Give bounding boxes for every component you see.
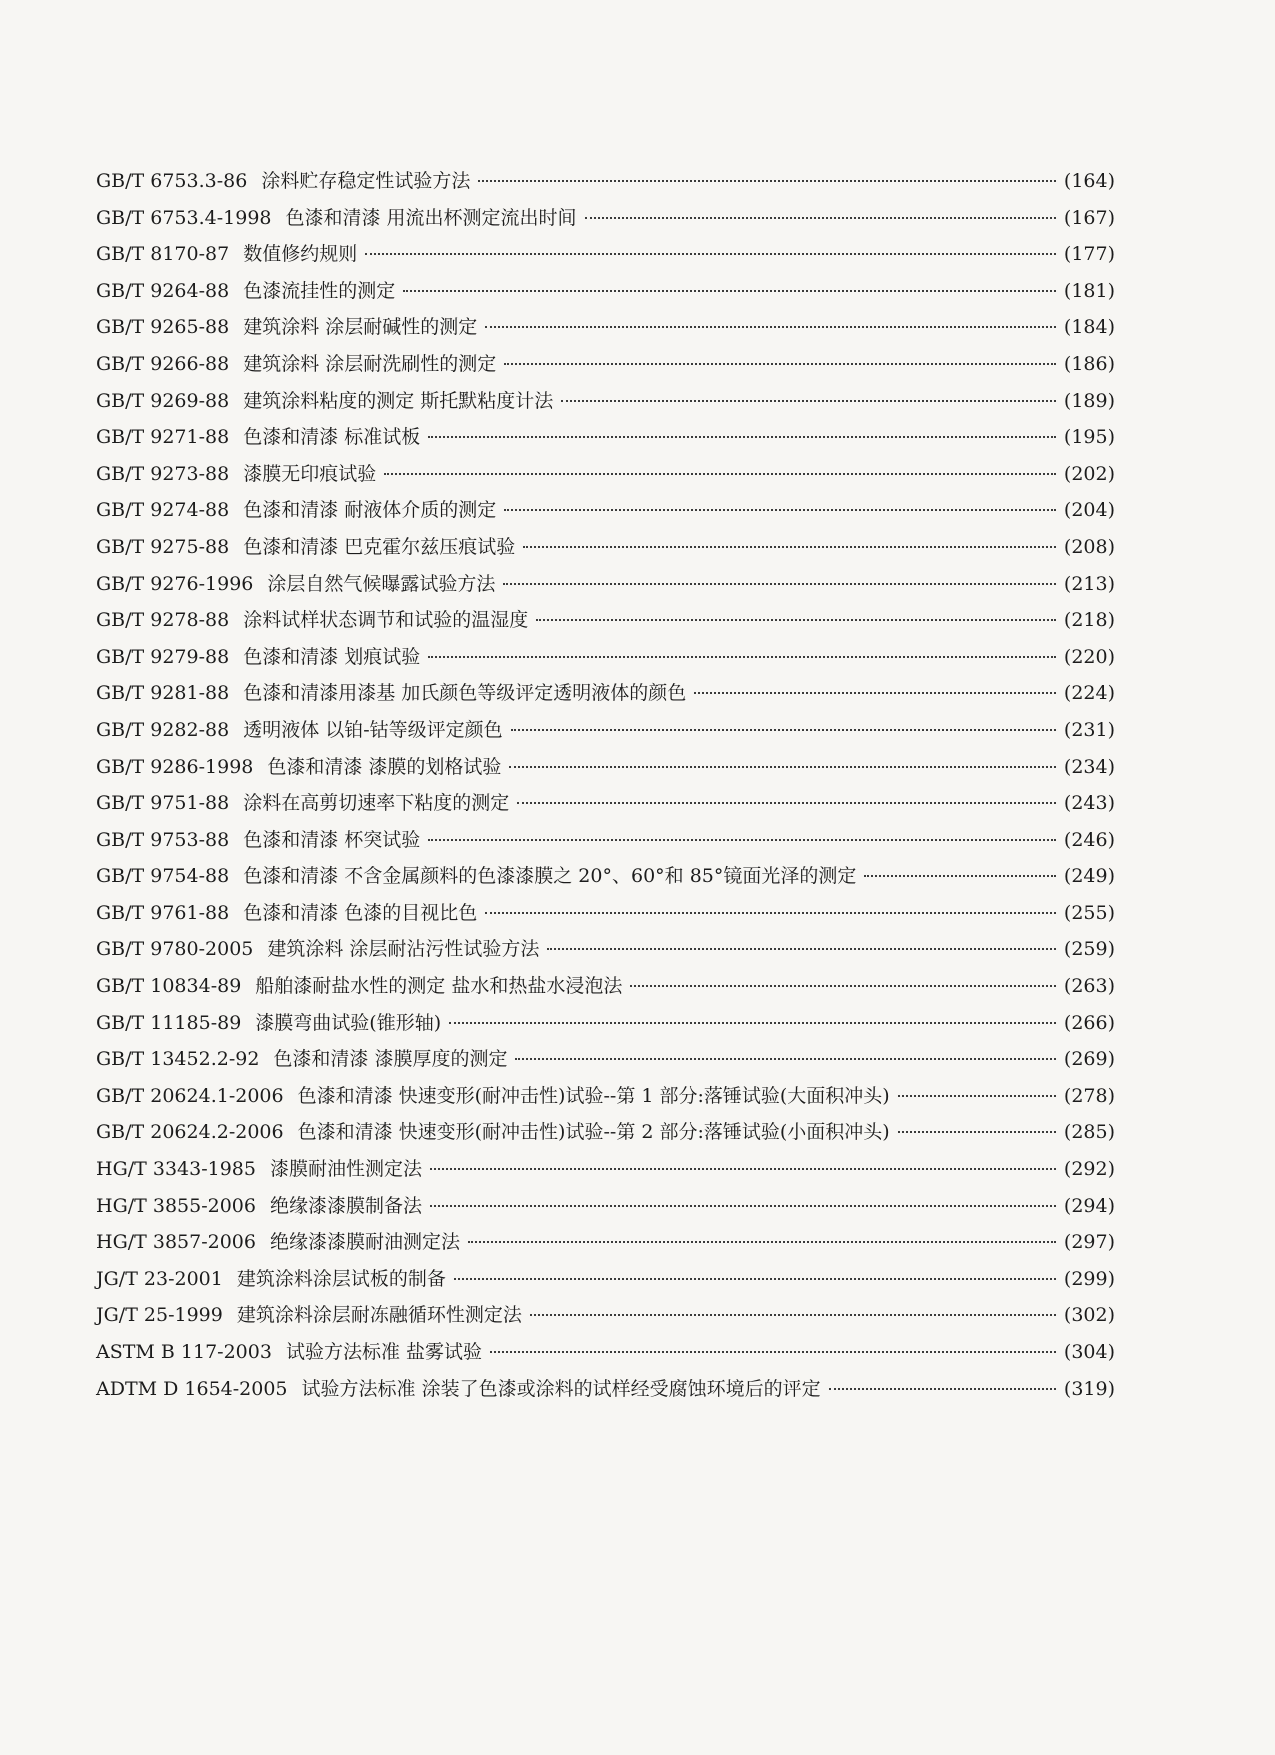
standard-title: 漆膜弯曲试验(锥形轴) (255, 1011, 442, 1034)
dot-leader (864, 874, 1056, 877)
standard-code: GB/T 9275-88 (96, 535, 230, 558)
dot-leader (517, 801, 1056, 804)
standard-code: GB/T 9273-88 (96, 462, 230, 485)
standard-code: GB/T 20624.1-2006 (96, 1084, 284, 1107)
toc-entry (96, 163, 1115, 200)
standard-code: GB/T 13452.2-92 (96, 1048, 260, 1071)
toc-entry (96, 968, 1115, 1005)
dot-leader (561, 399, 1056, 402)
dot-leader (547, 947, 1055, 950)
page-number: (297) (1063, 1231, 1115, 1254)
page-number: (285) (1063, 1121, 1115, 1144)
dot-leader (468, 1240, 1056, 1243)
page-number: (184) (1063, 316, 1115, 339)
toc-entry (96, 383, 1115, 420)
page-number: (234) (1063, 755, 1115, 778)
standard-code: HG/T 3857-2006 (96, 1231, 256, 1254)
dot-leader (898, 1094, 1056, 1097)
standard-code: GB/T 9279-88 (96, 645, 230, 668)
standard-title: 数值修约规则 (243, 243, 358, 266)
toc-entry (96, 639, 1115, 676)
standard-code: GB/T 9266-88 (96, 352, 230, 375)
toc-entry (96, 529, 1115, 566)
toc-entry (96, 822, 1115, 859)
toc-entry (96, 273, 1115, 310)
standard-code: ASTM B 117-2003 (96, 1341, 272, 1363)
page-number: (246) (1063, 828, 1115, 851)
standard-code: GB/T 11185-89 (96, 1011, 242, 1034)
page-number: (213) (1063, 572, 1115, 595)
standard-code: GB/T 9286-1998 (96, 755, 254, 778)
page-number: (304) (1063, 1341, 1115, 1363)
standard-title: 色漆和清漆 划痕试验 (243, 645, 421, 668)
toc-entry (96, 492, 1115, 529)
standard-title: 建筑涂料 涂层耐沾污性试验方法 (267, 938, 540, 961)
page-number: (243) (1063, 792, 1115, 815)
dot-leader (585, 216, 1056, 219)
standard-code: GB/T 9276-1996 (96, 572, 254, 595)
standard-title: 色漆和清漆 不含金属颜料的色漆漆膜之 20°、60°和 85°镜面光泽的测定 (243, 865, 857, 888)
dot-leader (504, 508, 1056, 511)
standard-code: GB/T 9761-88 (96, 901, 230, 924)
dot-leader (428, 838, 1056, 841)
toc-entry (96, 419, 1115, 456)
dot-leader (403, 289, 1056, 292)
dot-leader (428, 655, 1056, 658)
toc-entry (96, 602, 1115, 639)
standard-title: 建筑涂料 涂层耐碱性的测定 (243, 316, 478, 339)
standard-code: GB/T 9754-88 (96, 865, 230, 888)
standard-title: 色漆和清漆 漆膜厚度的测定 (273, 1048, 508, 1071)
standard-code: GB/T 9753-88 (96, 828, 230, 851)
standard-title: 涂层自然气候曝露试验方法 (267, 572, 496, 595)
standard-code: HG/T 3855-2006 (96, 1194, 256, 1217)
standard-title: 绝缘漆漆膜制备法 (270, 1194, 423, 1217)
standard-code: GB/T 6753.4-1998 (96, 206, 272, 229)
standard-title: 色漆和清漆 快速变形(耐冲击性)试验--第 2 部分:落锤试验(小面积冲头) (297, 1121, 890, 1144)
standard-code: GB/T 9281-88 (96, 682, 230, 705)
dot-leader (449, 1021, 1056, 1024)
table-of-contents (96, 163, 1115, 1407)
page-number: (177) (1063, 243, 1115, 266)
dot-leader (384, 472, 1056, 475)
toc-entry (96, 931, 1115, 968)
dot-leader (454, 1277, 1056, 1280)
standard-title: 漆膜无印痕试验 (243, 462, 377, 485)
toc-entry (96, 566, 1115, 603)
page-number: (294) (1063, 1194, 1115, 1217)
toc-entry (96, 456, 1115, 493)
page-number: (220) (1063, 645, 1115, 668)
toc-entry (96, 895, 1115, 932)
toc-entry (96, 712, 1115, 749)
standard-title: 色漆和清漆 漆膜的划格试验 (267, 755, 502, 778)
standard-title: 色漆和清漆 色漆的目视比色 (243, 901, 478, 924)
dot-leader (515, 1057, 1055, 1060)
page-number: (292) (1063, 1158, 1115, 1181)
standard-title: 建筑涂料涂层试板的制备 (236, 1267, 446, 1290)
toc-entry (96, 1041, 1115, 1078)
page-number: (218) (1063, 609, 1115, 632)
standard-code: ADTM D 1654-2005 (96, 1377, 288, 1400)
standard-title: 色漆和清漆 快速变形(耐冲击性)试验--第 1 部分:落锤试验(大面积冲头) (297, 1084, 890, 1107)
standard-code: GB/T 9274-88 (96, 499, 230, 522)
page-number: (164) (1063, 170, 1115, 192)
toc-entry (96, 675, 1115, 712)
toc-entry (96, 1371, 1115, 1408)
dot-leader (536, 618, 1056, 621)
dot-leader (430, 1204, 1056, 1207)
standard-title: 涂料贮存稳定性试验方法 (261, 170, 471, 192)
toc-entry (96, 200, 1115, 237)
standard-title: 绝缘漆漆膜耐油测定法 (270, 1231, 461, 1254)
dot-leader (478, 179, 1056, 182)
page-number: (249) (1063, 865, 1115, 888)
toc-entry (96, 749, 1115, 786)
toc-entry (96, 236, 1115, 273)
standard-title: 色漆和清漆用漆基 加氏颜色等级评定透明液体的颜色 (243, 682, 687, 705)
page-number: (181) (1063, 279, 1115, 302)
toc-entry (96, 1297, 1115, 1334)
standard-code: GB/T 9282-88 (96, 718, 230, 741)
toc-entry (96, 346, 1115, 383)
standard-title: 建筑涂料 涂层耐洗刷性的测定 (243, 352, 497, 375)
standard-code: GB/T 9278-88 (96, 609, 230, 632)
page-number: (263) (1063, 975, 1115, 998)
page-number: (259) (1063, 938, 1115, 961)
page-number: (269) (1063, 1048, 1115, 1071)
page-number: (302) (1063, 1304, 1115, 1327)
standard-title: 色漆和清漆 杯突试验 (243, 828, 421, 851)
dot-leader (530, 1313, 1056, 1316)
page-number: (224) (1063, 682, 1115, 705)
dot-leader (509, 765, 1055, 768)
page-number: (202) (1063, 462, 1115, 485)
standard-code: GB/T 9780-2005 (96, 938, 254, 961)
toc-entry (96, 1078, 1115, 1115)
standard-code: GB/T 9269-88 (96, 389, 230, 412)
standard-title: 试验方法标准 盐雾试验 (285, 1341, 482, 1363)
standard-code: GB/T 9751-88 (96, 792, 230, 815)
page-number: (231) (1063, 718, 1115, 741)
dot-leader (365, 252, 1056, 255)
dot-leader (504, 362, 1056, 365)
standard-title: 建筑涂料涂层耐冻融循环性测定法 (236, 1304, 522, 1327)
standard-title: 涂料试样状态调节和试验的温湿度 (243, 609, 529, 632)
page-number: (278) (1063, 1084, 1115, 1107)
dot-leader (490, 1350, 1056, 1353)
page-number: (208) (1063, 535, 1115, 558)
standard-code: GB/T 9271-88 (96, 426, 230, 449)
toc-entry (96, 858, 1115, 895)
standard-title: 涂料在高剪切速率下粘度的测定 (243, 792, 510, 815)
standard-title: 色漆和清漆 巴克霍尔兹压痕试验 (243, 535, 516, 558)
standard-title: 色漆和清漆 耐液体介质的测定 (243, 499, 497, 522)
toc-entry (96, 785, 1115, 822)
dot-leader (829, 1387, 1056, 1390)
page-number: (319) (1063, 1377, 1115, 1400)
standard-code: HG/T 3343-1985 (96, 1158, 256, 1181)
dot-leader (523, 545, 1056, 548)
page-number: (189) (1063, 389, 1115, 412)
standard-title: 色漆和清漆 标准试板 (243, 426, 421, 449)
toc-entry (96, 1114, 1115, 1151)
page-number: (204) (1063, 499, 1115, 522)
standard-title: 色漆和清漆 用流出杯测定流出时间 (285, 206, 577, 229)
standard-title: 船舶漆耐盐水性的测定 盐水和热盐水浸泡法 (255, 975, 623, 998)
toc-entry (96, 1005, 1115, 1042)
toc-entry (96, 1188, 1115, 1225)
toc-entry (96, 1151, 1115, 1188)
standard-title: 漆膜耐油性测定法 (270, 1158, 423, 1181)
dot-leader (694, 691, 1056, 694)
standard-code: JG/T 23-2001 (96, 1267, 223, 1290)
dot-leader (485, 325, 1056, 328)
page-number: (266) (1063, 1011, 1115, 1034)
standard-title: 试验方法标准 涂装了色漆或涂料的试样经受腐蚀环境后的评定 (301, 1377, 821, 1400)
page-number: (186) (1063, 352, 1115, 375)
standard-code: GB/T 20624.2-2006 (96, 1121, 284, 1144)
standard-code: GB/T 10834-89 (96, 975, 242, 998)
standard-title: 透明液体 以铂-钴等级评定颜色 (243, 718, 503, 741)
page-number: (167) (1063, 206, 1115, 229)
dot-leader (898, 1130, 1056, 1133)
standard-code: JG/T 25-1999 (96, 1304, 223, 1327)
toc-entry (96, 1224, 1115, 1261)
toc-entry (96, 1334, 1115, 1371)
dot-leader (430, 1167, 1056, 1170)
dot-leader (485, 911, 1056, 914)
toc-entry (96, 1261, 1115, 1298)
toc-entry (96, 309, 1115, 346)
standard-title: 色漆流挂性的测定 (243, 279, 396, 302)
standard-title: 建筑涂料粘度的测定 斯托默粘度计法 (243, 389, 554, 412)
standard-code: GB/T 8170-87 (96, 243, 230, 266)
dot-leader (511, 728, 1056, 731)
page-number: (195) (1063, 426, 1115, 449)
standard-code: GB/T 6753.3-86 (96, 170, 248, 192)
dot-leader (503, 582, 1056, 585)
page-number: (255) (1063, 901, 1115, 924)
standard-code: GB/T 9264-88 (96, 279, 230, 302)
dot-leader (630, 984, 1056, 987)
standard-code: GB/T 9265-88 (96, 316, 230, 339)
dot-leader (428, 435, 1056, 438)
page-number: (299) (1063, 1267, 1115, 1290)
